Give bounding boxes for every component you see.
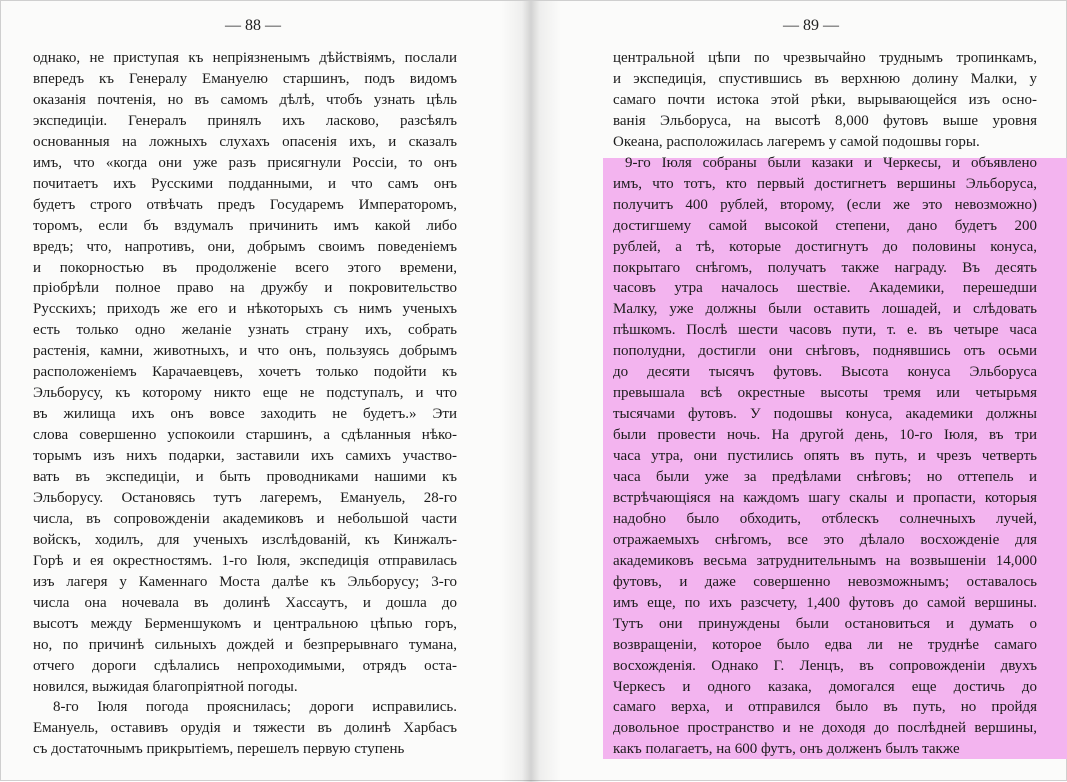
text-line: 9-го Іюля собраны были казаки и Черкесы, и объявлено (625, 154, 1037, 171)
text-line: пѣшкомъ. Послѣ шести часовъ пути, т. е. въ четыре часа (613, 322, 1037, 339)
text-line: числа, въ сопровожденіи академиковъ и небольшой части (33, 510, 457, 527)
text-line: имъ, что тотъ, кто первый достигнетъ вершины Эльборуса, (613, 175, 1037, 192)
text-line: часа были уже за предѣлами снѣговъ; но оттепель и (613, 469, 1037, 485)
text-line: центральной цѣпи по чрезвычайно труднымъ тропинкамъ, (613, 50, 1037, 66)
text-line: но, по причинѣ сильныхъ дождей и безпрерывнаго тумана, (33, 636, 457, 653)
text-line: надобно было обходить, отблескъ солнечныхъ лучей, (613, 510, 1037, 527)
text-line: высотъ между Берменшукомъ и центральною цѣпью горъ, (33, 615, 457, 632)
text-line: рублей, а тѣ, которые достигнутъ до половины конуса, (613, 238, 1037, 255)
text-line: футовъ, и даже совершенно невозможнымъ; оставалось (613, 573, 1037, 590)
text-line: академиковъ весьма затруднительнымъ на возвышеніи 14,000 (613, 552, 1037, 569)
text-line: основанныя на ложныхъ слухахъ опасенія ихъ, и сказалъ (33, 133, 457, 150)
text-line: вать въ экспедиціи, и быть проводниками нашими къ (33, 469, 457, 485)
text-line: пополудни, достигли они снѣговъ, поднявшись отъ осьми (613, 343, 1037, 360)
text-line: тысячами футовъ. У подошвы конуса, академики должны (613, 406, 1037, 423)
text-line: числа она ночевала въ долинѣ Хассаутъ, и дошла до (33, 594, 457, 611)
text-line: экспедиціи. Генералъ принялъ ихъ ласково, разсѣялъ (33, 112, 457, 129)
text-line: возвращеніи, которое было едва ли не труднѣе самаго (613, 636, 1037, 653)
text-line: Тутъ они принуждены были остановиться и думать о (613, 615, 1037, 632)
text-line: имъ еще, по ихъ разсчету, 1,400 футовъ до самой вершины. (613, 594, 1037, 611)
text-line: часа утра, они пустились опять въ путь, и чрезъ четверть (613, 448, 1037, 465)
text-line: войскъ, ходилъ, для ученыхъ изслѣдованій, къ Кинжалъ- (33, 531, 457, 548)
text-line: Эльборусу, къ которому никто еще не подступалъ, и что (33, 385, 457, 402)
text-line: Русскихъ; приходъ же его и нѣкоторыхъ съ нимъ ученыхъ (33, 301, 457, 318)
text-line: Малку, уже должны были оставить лошадей, и слѣдовать (613, 301, 1037, 318)
text-line: отражаемыхъ снѣгомъ, все это дѣлало восхожденіе для (613, 531, 1037, 548)
text-line: ванія Эльборуса, на высотѣ 8,000 футовъ выше уровня (613, 112, 1037, 129)
text-line: Емануель, оставивъ орудія и тяжести въ долинѣ Харбасъ (33, 720, 457, 737)
text-line: отчего дороги сдѣлались непроходимыми, отрядъ оста- (33, 657, 457, 674)
text-line: вредъ; что, напротивъ, они, добрымъ своимъ поведеніемъ (33, 238, 457, 255)
text-line: пріобрѣли полное право на дружбу и покровительство (33, 280, 457, 297)
text-line: съ достаточнымъ прикрытіемъ, перешелъ первую ступень (33, 741, 405, 758)
text-line: 8-го Іюля погода прояснилась; дороги исправились. (53, 699, 457, 716)
text-line: были провести ночь. На другой день, 10-го Іюля, въ три (613, 427, 1037, 444)
text-line: будетъ строго отвѣчать предъ Государемъ Императоромъ, (33, 196, 457, 213)
text-line: довольное пространство и не доходя до послѣдней вершины, (613, 720, 1037, 737)
page-number-right: — 89 — (783, 17, 839, 34)
text-line: изъ лагеря у Каменнаго Моста далѣе къ Эльборусу; 3-го (33, 573, 457, 590)
text-line: восхожденія. Однако Г. Ленцъ, въ сопровожденіи двухъ (613, 657, 1037, 674)
right-page (531, 1, 1067, 782)
text-line: превышала всѣ окрестные высоты тремя или четырьмя (613, 385, 1037, 402)
text-line: какъ полагаетъ, на 600 футъ, онъ долженъ былъ также (613, 741, 960, 758)
text-line: достигшему самой высокой степени, дано будетъ 200 (613, 217, 1037, 234)
text-line: однако, не приступая къ непріязненымъ дѣйствіямъ, послали (33, 50, 457, 66)
text-line: имъ, что «когда они уже разъ присягнули Россіи, то онъ (33, 154, 457, 171)
text-line: получитъ 400 рублей, второму, (если же это невозможно) (613, 196, 1037, 213)
text-line: новился, выжидая благопріятной погоды. (33, 678, 298, 695)
text-line: Горѣ и ея окрестностямъ. 1-го Іюля, экспедиція отправилась (33, 552, 457, 569)
text-line: самаго почти истока этой рѣки, вырывающейся изъ осно- (613, 91, 1037, 108)
text-line: до десяти тысячъ футовъ. Высота конуса Эльборуса (613, 364, 1037, 381)
page-number-left: — 88 — (225, 17, 281, 34)
text-line: расположеніемъ Карачаевцевъ, хочетъ только подойти къ (33, 364, 457, 381)
text-line: почитаетъ ихъ Русскими подданными, и что самъ онъ (33, 175, 457, 192)
text-line: торымъ изъ нихъ подарки, заставили ихъ самихъ участво- (33, 448, 457, 465)
left-page (1, 1, 531, 782)
text-line: растенія, камни, животныхъ, и что онъ, пользуясь добрымъ (33, 343, 457, 360)
text-line: и экспедиція, спустившись въ верхнюю долину Малки, у (613, 70, 1037, 87)
text-line: часовъ утра началось шествіе. Академики, перешедши (613, 280, 1037, 297)
text-line: впередъ къ Генералу Емануелю старшинъ, подъ видомъ (33, 70, 457, 87)
text-line: оказанія почтенія, но въ самомъ дѣлѣ, чтобъ узнать цѣль (33, 91, 457, 108)
text-line: Черкесъ и одного казака, домогался еще достичь до (613, 678, 1037, 695)
text-line: есть только одно желаніе узнать страну ихъ, собрать (33, 322, 457, 339)
text-line: Эльборусу. Остановясь тутъ лагеремъ, Емануель, 28-го (33, 489, 457, 506)
text-line: слова совершенно успокоили старшинъ, а сдѣланныя нѣко- (33, 427, 457, 444)
text-line: самаго верха, и отправился было въ путь, но пройдя (613, 699, 1037, 716)
text-line: встрѣчающіяся на каждомъ шагу скалы и пропасти, которыя (613, 489, 1037, 506)
text-line: и покорностью въ продолженіе всего этого времени, (33, 259, 457, 276)
text-line: въ жилища ихъ онъ вовсе заходить не будетъ.» Эти (33, 406, 457, 423)
text-line: торомъ, если бъ вздумалъ причинить имъ какой либо (33, 217, 457, 234)
text-line: Океана, расположилась лагеремъ у самой подошвы горы. (613, 133, 980, 150)
text-line: покрытаго снѣгомъ, получатъ также награду. Въ десять (613, 259, 1037, 276)
